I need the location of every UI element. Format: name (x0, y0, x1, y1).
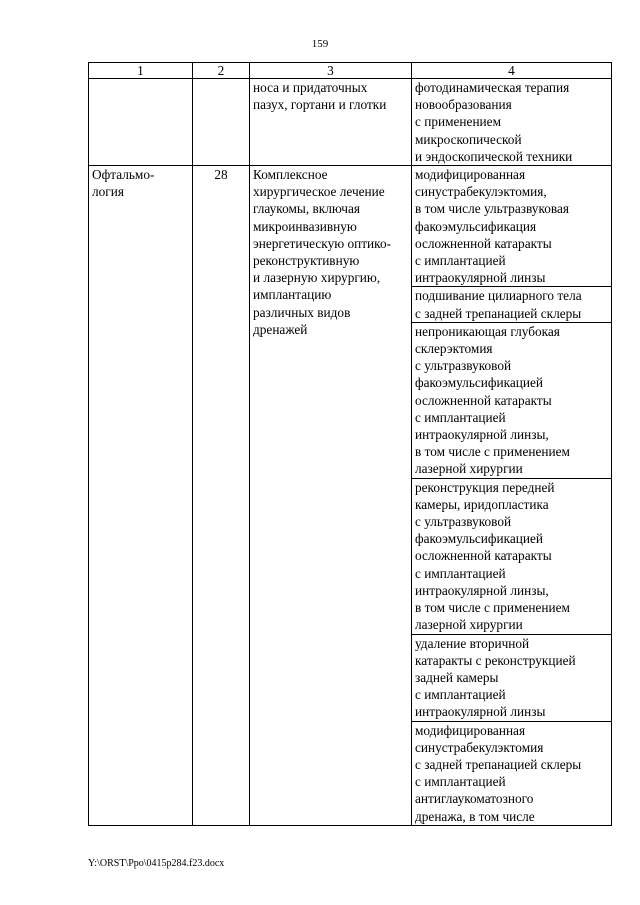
cell-method-6: модифицированная синустрабекулэктомия с задней трепанацией склеры с имплантацией антиглаукоматозного дренажа, в том числе (412, 721, 612, 825)
column-header-1: 1 (89, 63, 193, 79)
cell-group-empty (193, 79, 250, 166)
cell-method-2: подшивание цилиарного тела с задней трепанацией склеры (412, 287, 612, 322)
table-row-continuation (89, 79, 612, 166)
column-header-2: 2 (193, 63, 250, 79)
document-path-footer: Y:\ORST\Ppo\0415p284.f23.docx (88, 858, 225, 869)
cell-method-5: удаление вторичной катаракты с реконструкцией задней камеры с имплантацией интраокулярной линзы (412, 634, 612, 721)
column-header-3: 3 (250, 63, 412, 79)
cell-method-4: реконструкция передней камеры, иридопластика с ультразвуковой факоэмульсификацией осложненной катаракты с имплантацией интраокулярной линзы, в том числе с применением лазерной хирургии (412, 478, 612, 634)
cell-group-number: 28 (193, 166, 250, 826)
cell-method-3: непроникающая глубокая склерэктомия с ультразвуковой факоэмульсификацией осложненной катаракты с имплантацией интраокулярной линзы, в том числе с применением лазерной хирургии (412, 322, 612, 478)
page-number: 159 (311, 38, 329, 50)
cell-profile: Офтальмо- логия (89, 166, 193, 826)
cell-profile-empty (89, 79, 193, 166)
cell-method-1: модифицированная синустрабекулэктомия, в том числе ультразвуковая факоэмульсификация осложненной катаракты с имплантацией интраокулярной линзы (412, 166, 612, 287)
cell-method: фотодинамическая терапия новообразования с применением микроскопической и эндоскопической техники (412, 79, 612, 166)
column-header-4: 4 (412, 63, 612, 79)
services-table (88, 62, 612, 826)
cell-treatment-name: носа и придаточных пазух, гортани и глотки (250, 79, 412, 166)
table-header-row (89, 63, 612, 79)
table-row-ophthalmology (89, 166, 612, 287)
cell-treatment-name: Комплексное хирургическое лечение глаукомы, включая микроинвазивную энергетическую оптико- реконструктивную и лазерную хирургию, имплантацию различных видов дренажей (250, 166, 412, 826)
